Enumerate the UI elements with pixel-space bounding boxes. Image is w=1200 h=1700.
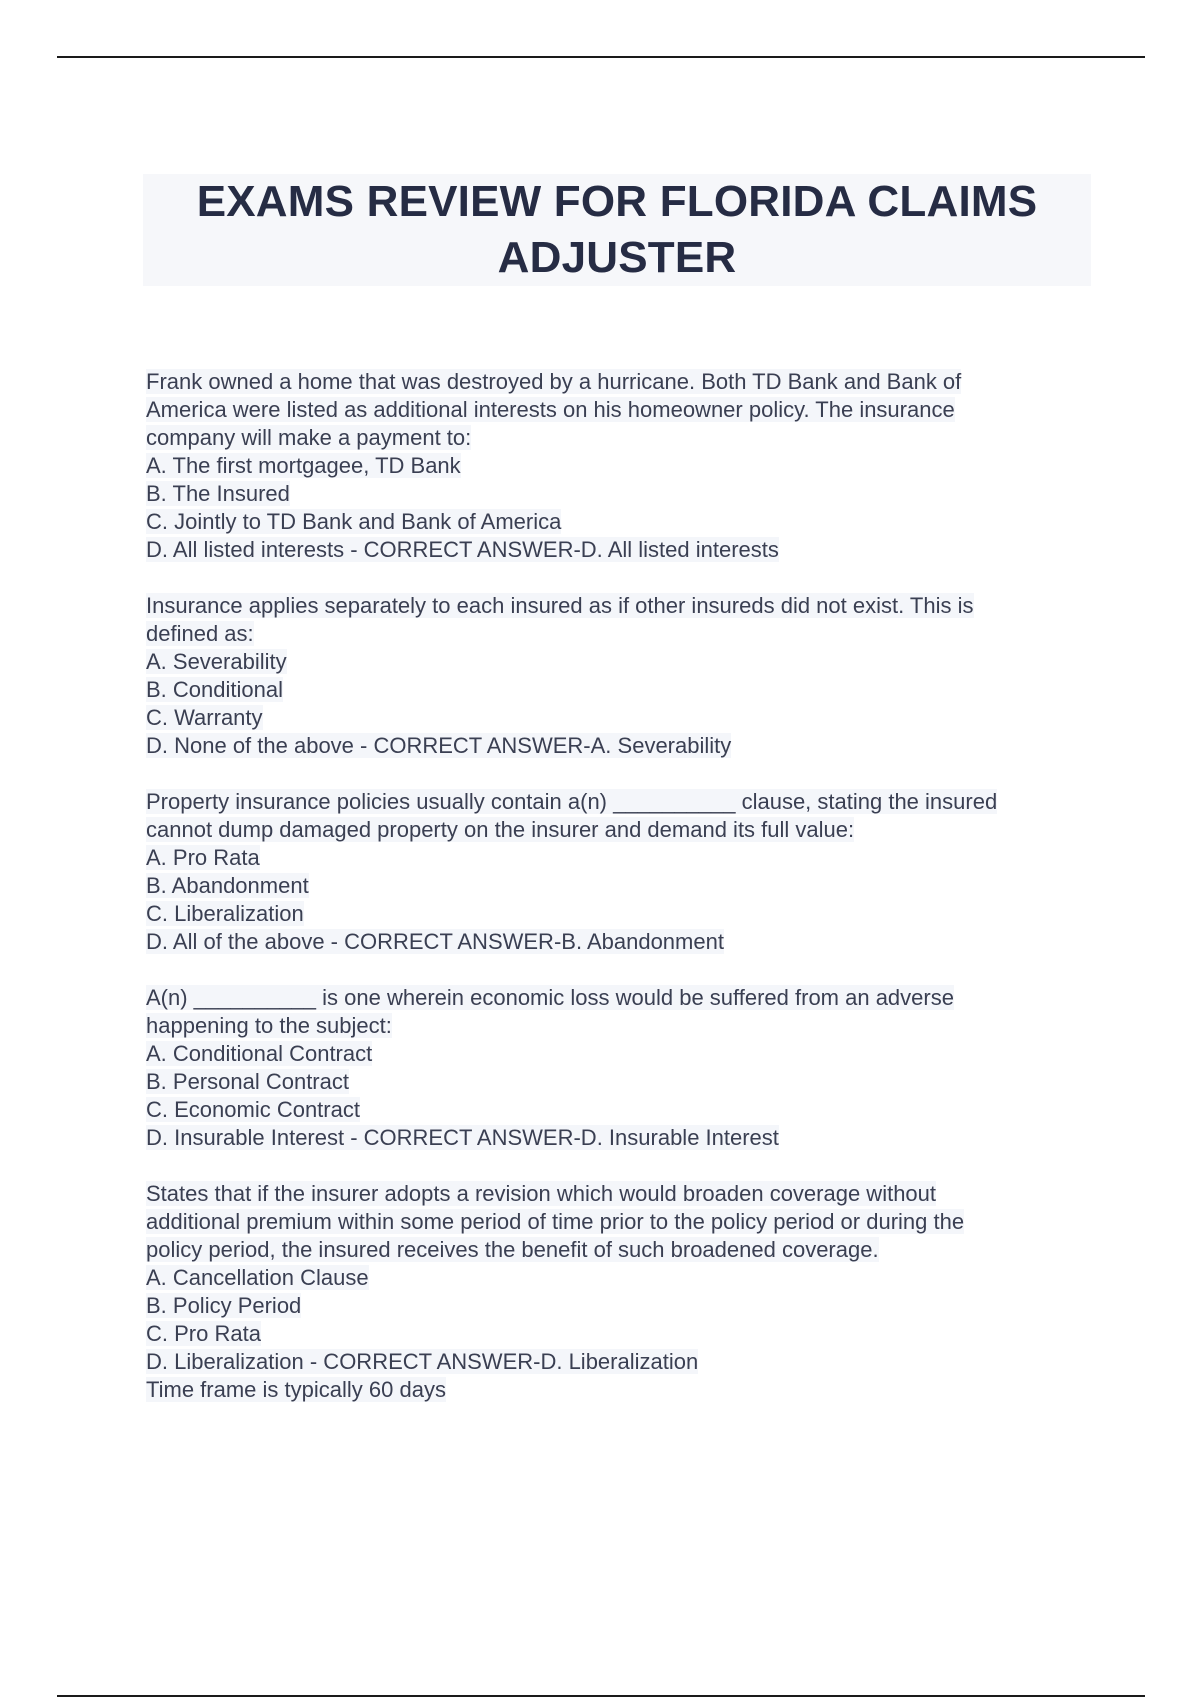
answer-option: B. Policy Period xyxy=(146,1293,302,1318)
question-text: additional premium within some period of time prior to the policy period or during the xyxy=(146,1209,965,1234)
question-block-1 xyxy=(146,368,1106,564)
question-text: policy period, the insured receives the benefit of such broadened coverage. xyxy=(146,1237,879,1262)
question-text: A(n) __________ is one wherein economic loss would be suffered from an adverse xyxy=(146,985,954,1010)
answer-option: B. The Insured xyxy=(146,481,290,506)
question-text: America were listed as additional interests on his homeowner policy. The insurance xyxy=(146,397,955,422)
answer-option: B. Conditional xyxy=(146,677,283,702)
answer-option: A. Severability xyxy=(146,649,287,674)
answer-option: C. Liberalization xyxy=(146,901,304,926)
answer-option: A. Conditional Contract xyxy=(146,1041,373,1066)
title-line-1: EXAMS REVIEW FOR FLORIDA CLAIMS xyxy=(196,177,1038,226)
answer-option: A. Cancellation Clause xyxy=(146,1265,369,1290)
question-text: Insurance applies separately to each insured as if other insureds did not exist. This is xyxy=(146,593,974,618)
question-text: defined as: xyxy=(146,621,254,646)
answer-option: A. Pro Rata xyxy=(146,845,260,870)
answer-option-correct: D. Insurable Interest - CORRECT ANSWER-D. Insurable Interest xyxy=(146,1125,779,1150)
answer-option: B. Personal Contract xyxy=(146,1069,349,1094)
question-block-4 xyxy=(146,984,1106,1152)
answer-note: Time frame is typically 60 days xyxy=(146,1377,446,1402)
document-title xyxy=(143,174,1091,286)
question-text: Property insurance policies usually contain a(n) __________ clause, stating the insured xyxy=(146,789,998,814)
top-rule xyxy=(57,56,1145,58)
answer-option: C. Warranty xyxy=(146,705,263,730)
question-text: cannot dump damaged property on the insurer and demand its full value: xyxy=(146,817,855,842)
question-text: company will make a payment to: xyxy=(146,425,472,450)
answer-option: C. Pro Rata xyxy=(146,1321,261,1346)
answer-option-correct: D. All of the above - CORRECT ANSWER-B. Abandonment xyxy=(146,929,724,954)
question-block-2 xyxy=(146,592,1106,760)
question-text: States that if the insurer adopts a revision which would broaden coverage without xyxy=(146,1181,937,1206)
title-line-2: ADJUSTER xyxy=(497,233,737,282)
question-block-3 xyxy=(146,788,1106,956)
question-list xyxy=(146,368,1106,1432)
bottom-rule xyxy=(57,1695,1145,1697)
answer-option-correct: D. All listed interests - CORRECT ANSWER-D. All listed interests xyxy=(146,537,779,562)
answer-option: C. Economic Contract xyxy=(146,1097,360,1122)
answer-option: A. The first mortgagee, TD Bank xyxy=(146,453,461,478)
question-text: Frank owned a home that was destroyed by a hurricane. Both TD Bank and Bank of xyxy=(146,369,962,394)
question-text: happening to the subject: xyxy=(146,1013,392,1038)
answer-option-correct: D. None of the above - CORRECT ANSWER-A. Severability xyxy=(146,733,732,758)
answer-option: C. Jointly to TD Bank and Bank of America xyxy=(146,509,562,534)
answer-option-correct: D. Liberalization - CORRECT ANSWER-D. Liberalization xyxy=(146,1349,699,1374)
answer-option: B. Abandonment xyxy=(146,873,309,898)
question-block-5 xyxy=(146,1180,1106,1404)
